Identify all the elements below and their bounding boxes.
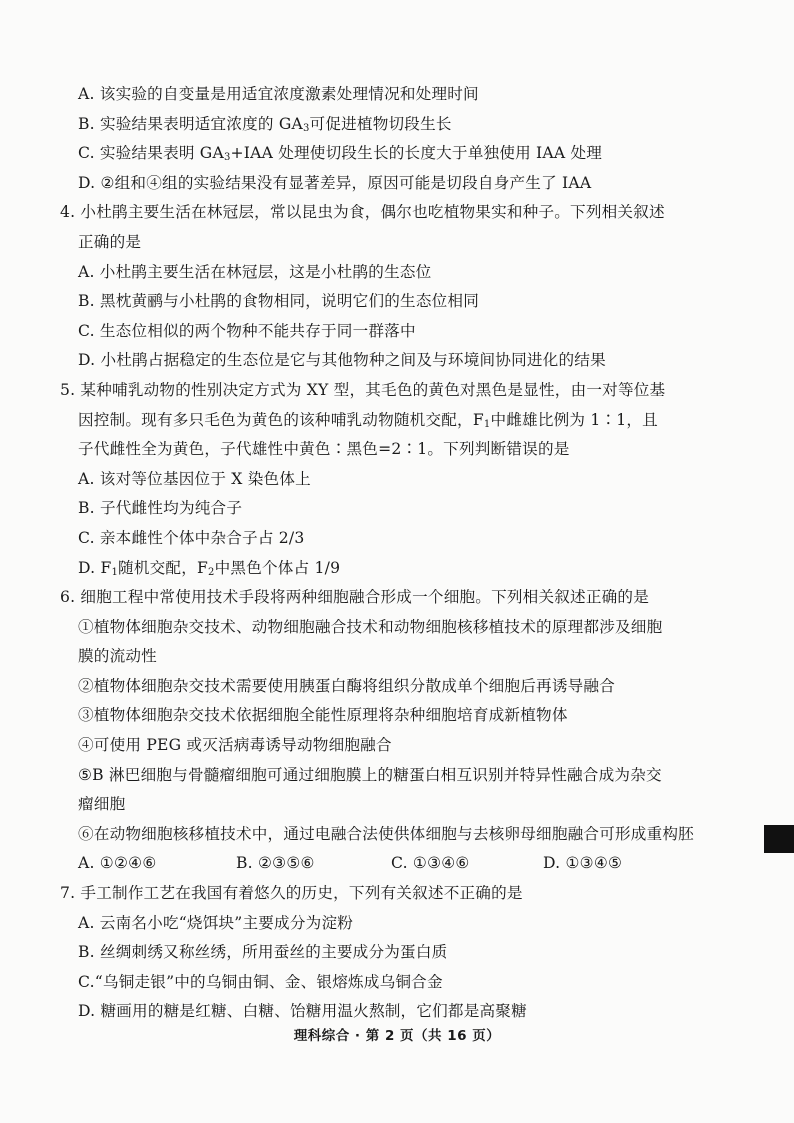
q4-option-b: B. 黑枕黄鹂与小杜鹃的食物相同，说明它们的生态位相同: [78, 292, 480, 311]
q5-option-d-sub1: 1: [111, 566, 119, 578]
q6-item3: ③植物体细胞杂交技术依据细胞全能性原理将杂种细胞培育成新植物体: [78, 706, 568, 725]
q4-option-c: C. 生态位相似的两个物种不能共存于同一群落中: [78, 321, 416, 340]
q3-option-c: [54, 139, 740, 169]
q6-item5-line1: ⑤B 淋巴细胞与骨髓瘤细胞可通过细胞膜上的糖蛋白相互识别并特异性融合成为杂交: [78, 765, 662, 784]
side-marker-tab: [764, 825, 794, 853]
q5-stem-line2-post: 中雌雄比例为 1∶1，且: [490, 410, 658, 429]
q5-stem-line1: 5. 某种哺乳动物的性别决定方式为 XY 型，其毛色的黄色对黑色是显性，由一对等位基: [60, 380, 666, 399]
q5-option-d: [54, 554, 740, 584]
q3-option-b-post: 可促进植物切段生长: [309, 114, 452, 133]
q4-option-a: A. 小杜鹃主要生活在林冠层，这是小杜鹃的生态位: [78, 262, 432, 281]
q6-choice-b: B. ②③⑤⑥: [236, 854, 315, 873]
q6-item4: ④可使用 PEG 或灭活病毒诱导动物细胞融合: [78, 736, 392, 755]
q6-item1-line1: ①植物体细胞杂交技术、动物细胞融合技术和动物细胞核移植技术的原理都涉及细胞: [78, 617, 663, 636]
q5-option-d-sub2: 2: [208, 566, 215, 578]
q6-choice-a: A. ①②④⑥: [78, 854, 157, 873]
q5-stem-line2: [54, 406, 740, 436]
q6-choice-d: D. ①③④⑤: [543, 854, 623, 873]
q4-stem-line2: 正确的是: [78, 232, 142, 251]
q5-option-c: C. 亲本雌性个体中杂合子占 2/3: [78, 528, 305, 547]
q6-item1-line2: 膜的流动性: [78, 647, 157, 666]
q7-option-b: B. 丝绸刺绣又称丝绣，所用蚕丝的主要成分为蛋白质: [78, 943, 448, 962]
q6-choice-c: C. ①③④⑥: [391, 854, 470, 873]
q3-option-c-sub: 3: [223, 152, 231, 164]
q7-option-d: D. 糖画用的糖是红糖、白糖、饴糖用温火熬制，它们都是高聚糖: [78, 1002, 527, 1021]
q5-option-a: A. 该对等位基因位于 X 染色体上: [78, 469, 311, 488]
q4-stem-line1: 4. 小杜鹃主要生活在林冠层，常以昆虫为食，偶尔也吃植物果实和种子。下列相关叙述: [60, 203, 665, 222]
q6-item2: ②植物体细胞杂交技术需要使用胰蛋白酶将组织分散成单个细胞后再诱导融合: [78, 676, 615, 695]
q5-option-d-pre: D. F: [78, 558, 112, 577]
q5-stem-line2-pre: 因控制。现有多只毛色为黄色的该种哺乳动物随机交配，F: [78, 410, 484, 429]
q4-option-d: D. 小杜鹃占据稳定的生态位是它与其他物种之间及与环境间协同进化的结果: [78, 351, 606, 370]
q6-item5-line2: 瘤细胞: [78, 795, 126, 814]
q3-option-b-sub: 3: [302, 122, 310, 134]
q6-stem: 6. 细胞工程中常使用技术手段将两种细胞融合形成一个细胞。下列相关叙述正确的是: [60, 588, 650, 607]
q6-choices: [54, 849, 740, 879]
q3-option-b-pre: B. 实验结果表明适宜浓度的 GA: [78, 114, 303, 133]
q3-option-a: A. 该实验的自变量是用适宜浓度激素处理情况和处理时间: [78, 85, 479, 103]
q5-option-b: B. 子代雌性均为纯合子: [78, 499, 243, 518]
q7-option-a: A. 云南名小吃“烧饵块”主要成分为淀粉: [78, 913, 354, 932]
q7-option-c: C.“乌铜走银”中的乌铜由铜、金、银熔炼成乌铜合金: [78, 972, 443, 991]
q3-option-b: [54, 110, 740, 140]
q5-option-d-mid: 随机交配，F: [118, 558, 209, 577]
q3-option-c-pre: C. 实验结果表明 GA: [78, 144, 224, 163]
page-footer: 理科综合 · 第 2 页（共 16 页）: [293, 1028, 501, 1044]
q3-option-d: D. ②组和④组的实验结果没有显著差异，原因可能是切段自身产生了 IAA: [78, 173, 592, 192]
page-content: [54, 80, 740, 1027]
q6-item6: ⑥在动物细胞核移植技术中，通过电融合法使供体细胞与去核卵母细胞融合可形成重构胚: [78, 824, 694, 843]
q5-option-d-post: 中黑色个体占 1/9: [214, 558, 341, 577]
q3-option-c-post: +IAA 处理使切段生长的长度大于单独使用 IAA 处理: [230, 144, 603, 163]
q7-stem: 7. 手工制作工艺在我国有着悠久的历史，下列有关叙述不正确的是: [60, 884, 523, 903]
q5-stem-line2-sub: 1: [483, 418, 491, 430]
q5-stem-line3: 子代雌性全为黄色，子代雄性中黄色∶黑色=2∶1。下列判断错误的是: [78, 440, 570, 459]
